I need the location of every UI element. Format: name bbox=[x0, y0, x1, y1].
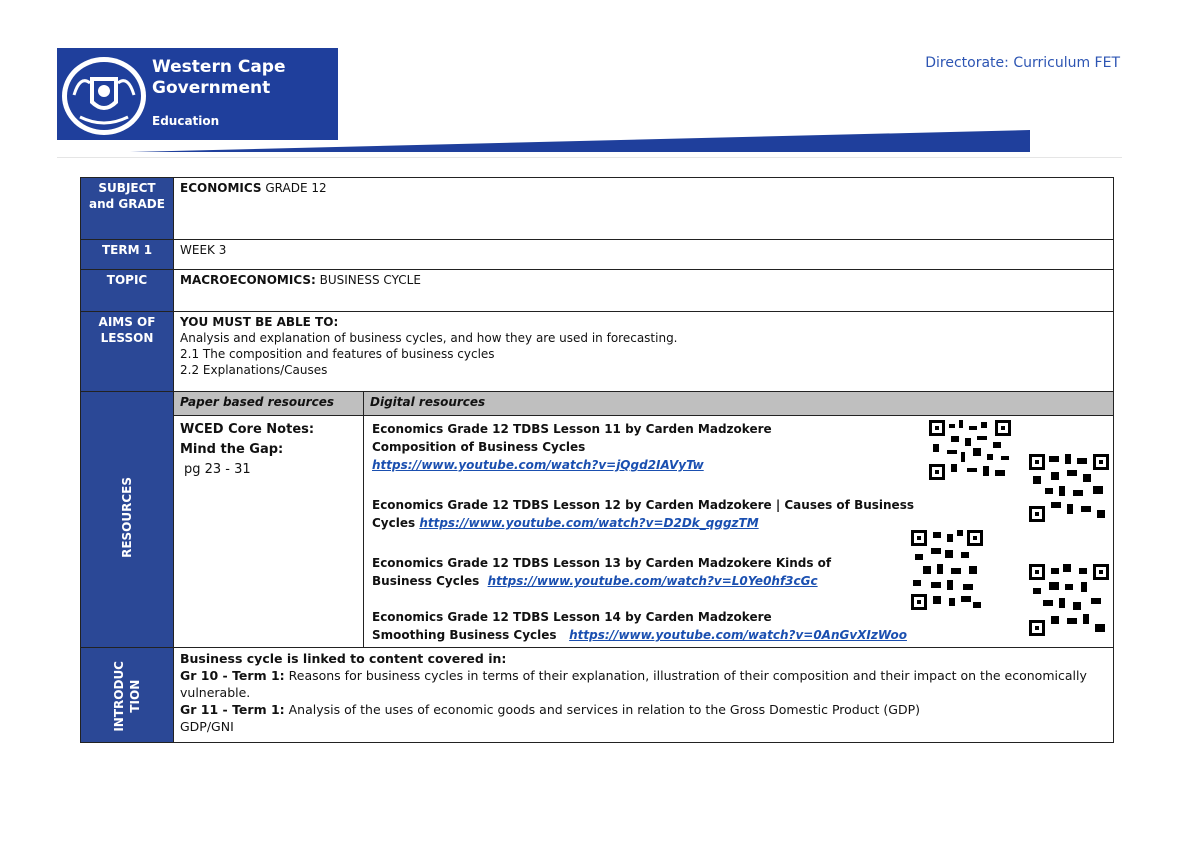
subject-value bbox=[174, 178, 1114, 240]
qr-code-icon[interactable] bbox=[929, 420, 1011, 480]
aims-value bbox=[174, 312, 1114, 392]
qr-code-icon[interactable] bbox=[1029, 454, 1109, 522]
lesson-subtitle: Cycles bbox=[372, 516, 416, 530]
qr-code-icon[interactable] bbox=[1029, 564, 1109, 636]
resources-header-row bbox=[81, 392, 1114, 416]
paper-line: Mind the Gap: bbox=[180, 442, 284, 457]
intro-heading: Business cycle is linked to content covered in: bbox=[180, 651, 507, 666]
aims-label: AIMS OF LESSON bbox=[81, 312, 174, 392]
introduction-value bbox=[174, 648, 1114, 743]
lesson-12-link[interactable]: https://www.youtube.com/watch?v=D2Dk_qggzTM bbox=[419, 516, 759, 530]
topic-label: TOPIC bbox=[81, 270, 174, 312]
lesson-plan-table bbox=[80, 177, 1114, 743]
introduction-label-cell bbox=[81, 648, 174, 743]
paper-line: pg 23 - 31 bbox=[184, 462, 251, 477]
header-swoosh bbox=[130, 128, 1032, 154]
lesson-title: Economics Grade 12 TDBS Lesson 12 by Carden Madzokere | Causes of Business bbox=[372, 498, 914, 512]
digital-resources bbox=[364, 416, 1114, 648]
subject-row bbox=[81, 178, 1114, 240]
resources-label-cell bbox=[81, 392, 174, 648]
subject-bold: ECONOMICS bbox=[180, 181, 262, 195]
lesson-13-link[interactable]: https://www.youtube.com/watch?v=L0Ye0hf3cGc bbox=[487, 574, 818, 588]
aims-line: 2.1 The composition and features of business cycles bbox=[180, 347, 495, 361]
aims-line: 2.2 Explanations/Causes bbox=[180, 363, 328, 377]
directorate-title: Directorate: Curriculum FET bbox=[925, 55, 1120, 71]
term-label: TERM 1 bbox=[81, 240, 174, 270]
logo-text-line1: Western Cape bbox=[152, 57, 286, 77]
lesson-title: Economics Grade 12 TDBS Lesson 13 by Carden Madzokere Kinds of bbox=[372, 556, 832, 570]
aims-row bbox=[81, 312, 1114, 392]
resources-label: RESOURCES bbox=[120, 477, 134, 558]
digital-resources-header: Digital resources bbox=[364, 392, 1114, 416]
intro-last: GDP/GNI bbox=[180, 719, 234, 734]
paper-resources bbox=[174, 416, 364, 648]
lesson-11 bbox=[372, 420, 772, 474]
aims-line: Analysis and explanation of business cycles, and how they are used in forecasting. bbox=[180, 331, 678, 345]
intro-gr11: Gr 11 - Term 1: Analysis of the uses of economic goods and services in relation to the Gross Domestic Product (GDP) bbox=[180, 702, 921, 717]
logo-text-line2: Government bbox=[152, 78, 271, 98]
topic-value bbox=[174, 270, 1114, 312]
lesson-subtitle: Business Cycles bbox=[372, 574, 480, 588]
coat-of-arms-icon bbox=[60, 55, 148, 137]
lesson-14 bbox=[372, 608, 907, 644]
introduction-label: INTRODUC TION bbox=[112, 661, 142, 732]
qr-code-icon[interactable] bbox=[911, 530, 983, 610]
topic-rest: BUSINESS CYCLE bbox=[315, 273, 421, 287]
lesson-subtitle: Smoothing Business Cycles bbox=[372, 628, 557, 642]
resources-row bbox=[81, 416, 1114, 648]
lesson-11-link[interactable]: https://www.youtube.com/watch?v=jQgd2IAVyTw bbox=[372, 458, 704, 472]
term-value: WEEK 3 bbox=[174, 240, 1114, 270]
term-row bbox=[81, 240, 1114, 270]
header-divider bbox=[57, 157, 1122, 158]
logo-text-line3: Education bbox=[152, 114, 220, 128]
subject-label: SUBJECT and GRADE bbox=[81, 178, 174, 240]
lesson-subtitle: Composition of Business Cycles bbox=[372, 440, 586, 454]
lesson-14-link[interactable]: https://www.youtube.com/watch?v=0AnGvXIzWoo bbox=[569, 628, 907, 642]
lesson-13 bbox=[372, 554, 831, 590]
aims-heading: YOU MUST BE ABLE TO: bbox=[180, 315, 339, 329]
topic-row bbox=[81, 270, 1114, 312]
lesson-title: Economics Grade 12 TDBS Lesson 11 by Carden Madzokere bbox=[372, 422, 772, 436]
paper-resources-header: Paper based resources bbox=[174, 392, 364, 416]
lesson-12 bbox=[372, 496, 914, 532]
lesson-title: Economics Grade 12 TDBS Lesson 14 by Carden Madzokere bbox=[372, 610, 772, 624]
paper-line: WCED Core Notes: bbox=[180, 422, 315, 437]
intro-gr10: Gr 10 - Term 1: Reasons for business cycles in terms of their explanation, illustration of their composition and their impact on the economically vulnerable. bbox=[180, 668, 1087, 700]
subject-rest: GRADE 12 bbox=[261, 181, 327, 195]
topic-bold: MACROECONOMICS: bbox=[180, 273, 316, 287]
introduction-row bbox=[81, 648, 1114, 743]
